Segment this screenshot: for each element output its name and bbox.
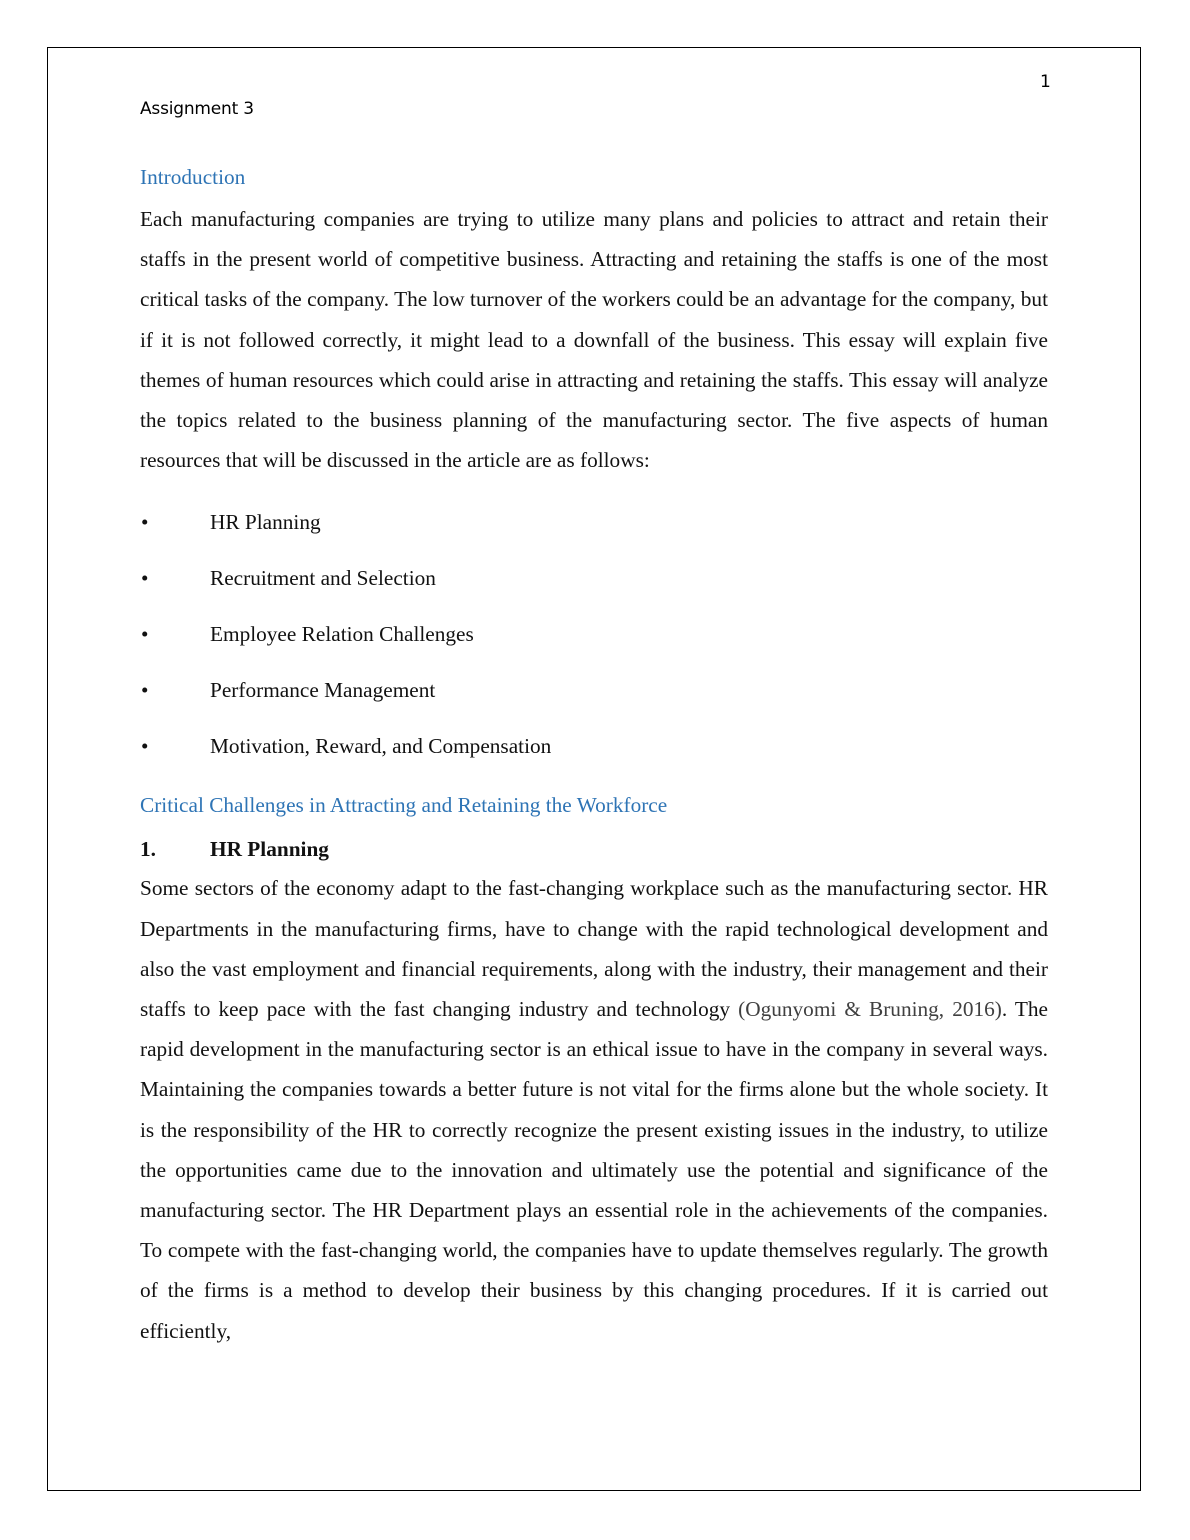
paragraph-text: Some sectors of the economy adapt to the fast-changing workplace such as the manufacturing sector. HR Departments in the manufacturing firms, have to change with the rapid technological development and also the vast employment and financial requirements, along with the industry, their management and their staffs to keep pace with the fast changing industry and technology (140, 876, 1048, 1022)
list-item-label: Employee Relation Challenges (210, 622, 474, 647)
section-heading-hr-planning (140, 832, 1048, 866)
introduction-heading: Introduction (140, 165, 246, 189)
section-number: 1. (140, 837, 156, 862)
document-body (140, 160, 1048, 1351)
paragraph-text: . The rapid development in the manufacturing sector is an ethical issue to have in the company in several ways. Maintaining the companies towards a better future is not vital for the firms alone but the whole society. It is the responsibility of the HR to correctly recognize the present existing issues in the industry, to utilize the opportunities came due to the innovation and ultimately use the potential and significance of the manufacturing sector. The HR Department plays an essential role in the achievements of the companies. To compete with the fast-changing world, the companies have to update themselves regularly. The growth of the firms is a method to develop their business by this changing procedures. If it is carried out efficiently, (140, 997, 1049, 1343)
list-item-label: HR Planning (210, 510, 321, 535)
list-item (140, 550, 1048, 606)
hr-planning-paragraph (140, 868, 1048, 1350)
introduction-paragraph: Each manufacturing companies are trying to utilize many plans and policies to attract and retain their staffs in the present world of competitive business. Attracting and retaining the staffs is one of the most critical tasks of the company. The low turnover of the workers could be an advantage for the company, but if it is not followed correctly, it might lead to a downfall of the business. This essay will explain five themes of human resources which could arise in attracting and retaining the staffs. This essay will analyze the topics related to the business planning of the manufacturing sector. The five aspects of human resources that will be discussed in the article are as follows: (140, 207, 1048, 473)
list-item-label: Performance Management (210, 678, 436, 703)
bullet-icon: • (141, 510, 149, 535)
bullet-icon: • (141, 678, 149, 703)
list-item-label: Recruitment and Selection (210, 566, 436, 591)
hr-themes-list (140, 494, 1048, 774)
list-item (140, 662, 1048, 718)
challenges-heading: Critical Challenges in Attracting and Retaining the Workforce (140, 793, 668, 818)
bullet-icon: • (141, 566, 149, 591)
list-item-label: Motivation, Reward, and Compensation (210, 734, 552, 759)
citation: (Ogunyomi & Bruning, 2016) (738, 997, 1002, 1022)
section-title: HR Planning (210, 837, 329, 862)
list-item (140, 494, 1048, 550)
bullet-icon: • (141, 622, 149, 647)
page-number: 1 (1040, 72, 1051, 92)
list-item (140, 718, 1048, 774)
bullet-icon: • (141, 734, 149, 759)
list-item (140, 606, 1048, 662)
running-header: Assignment 3 (140, 99, 254, 119)
